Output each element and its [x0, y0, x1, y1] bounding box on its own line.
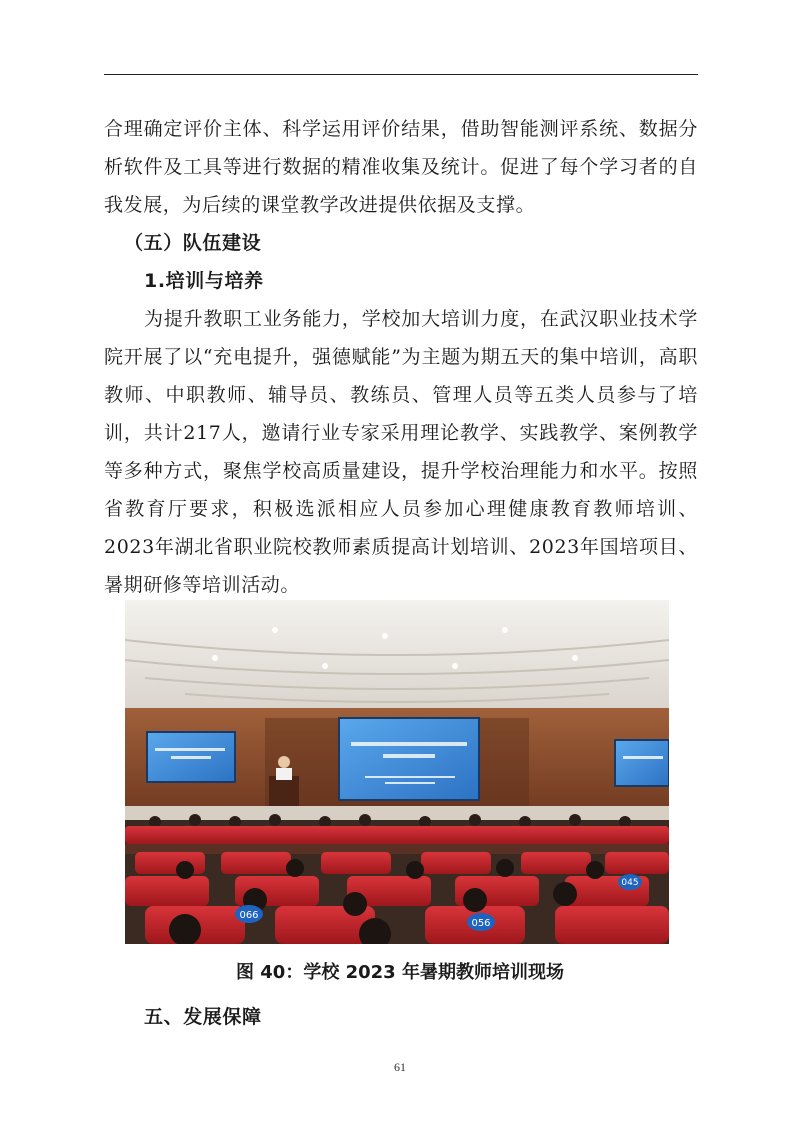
center-screen — [339, 718, 479, 800]
seat-rows — [125, 826, 669, 944]
page-number: 61 — [394, 1060, 406, 1074]
figure-caption: 图 40：学校 2023 年暑期教师培训现场 — [236, 962, 564, 983]
seat-number-066: 066 — [239, 910, 259, 921]
seat-number-056: 056 — [471, 918, 491, 929]
next-section-heading: 五、发展保障 — [144, 1006, 262, 1028]
right-screen — [615, 740, 669, 786]
paragraph-training: 为提升教职工业务能力，学校加大培训力度，在武汉职业技术学院开展了以“充电提升，强德赋能”为主题为期五天的集中培训，高职教师、中职教师、辅导员、教练员、管理人员等五类人员参与了培训，共计217人，邀请行业专家采用理论教学、实践教学、案例教学等多种方式，聚焦学校高质量建设，提升学校治理能力和水平。按照省教育厅要求，积极选派相应人员参加心理健康教育教师培训、2023年湖北省职业院校教师素质提高计划培训、2023年国培项目、暑期研修等培训活动。 — [104, 308, 698, 596]
seat-number-045: 045 — [621, 878, 639, 888]
section-heading: （五）队伍建设 — [124, 232, 262, 254]
subsection-heading: 1.培训与培养 — [144, 270, 264, 292]
lecture-hall-illustration — [125, 600, 669, 944]
paragraph-evaluation: 合理确定评价主体、科学运用评价结果，借助智能测评系统、数据分析软件及工具等进行数据的精准收集及统计。促进了每个学习者的自我发展，为后续的课堂教学改进提供依据及支撑。 — [104, 118, 698, 216]
training-photo — [125, 600, 669, 944]
header-rule — [104, 74, 698, 75]
